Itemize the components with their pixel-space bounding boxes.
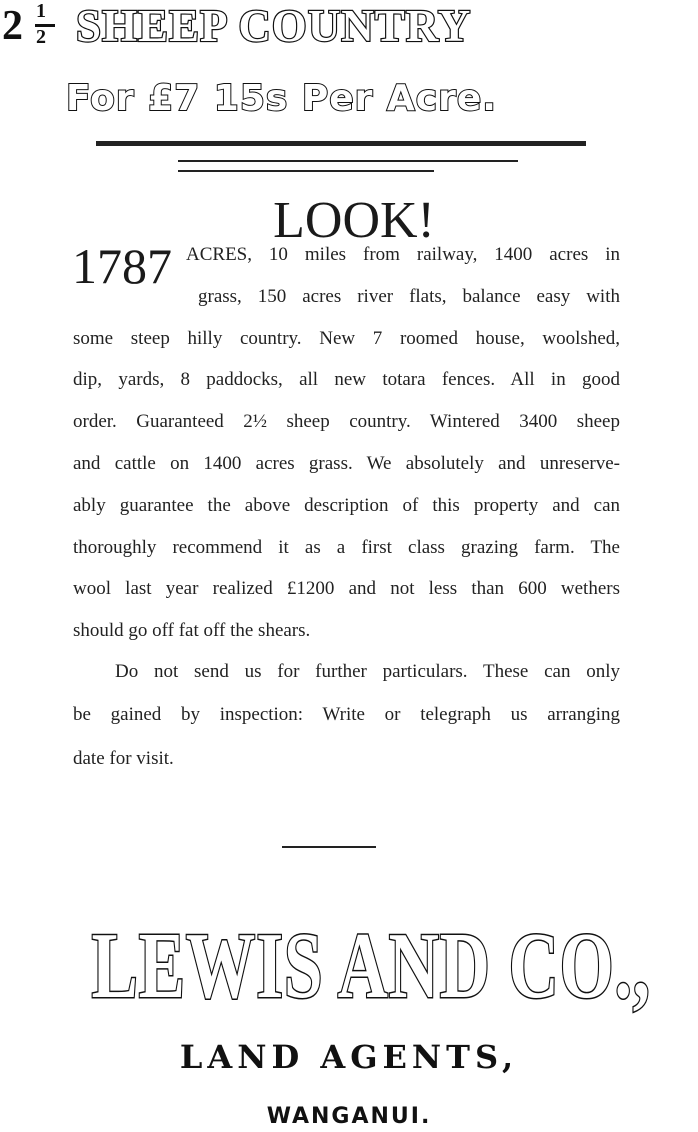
fraction-denominator: 2: [36, 26, 46, 48]
price-line: For £7 15s Per Acre.: [66, 78, 497, 119]
note-line: date for visit.: [73, 748, 174, 769]
fraction-numerator: 1: [36, 0, 46, 22]
body-line: thoroughly recommend it as a first class grazing farm. The: [73, 537, 620, 558]
body-line: and cattle on 1400 acres grass. We absolutely and unreserve-: [73, 453, 620, 474]
lead-number: 1787: [72, 238, 172, 294]
fraction-whole: 2: [2, 3, 23, 49]
body-line: should go off fat off the shears.: [73, 620, 311, 641]
firm-name: LEWIS AND CO.,: [91, 914, 651, 1018]
note-line: be gained by inspection: Write or telegraph us arranging: [73, 704, 620, 725]
headline-title: SHEEP COUNTRY: [76, 1, 472, 51]
rule-thin-upper: [178, 160, 518, 162]
body-line: wool last year realized £1200 and not less than 600 wethers: [73, 578, 620, 599]
firm-role: LAND AGENTS,: [179, 1038, 519, 1076]
body-line: order. Guaranteed 2½ sheep country. Wintered 3400 sheep: [73, 411, 620, 432]
headline-fraction: [2, 2, 68, 50]
body-line: ably guarantee the above description of this property and can: [73, 495, 620, 516]
rule-short: [282, 846, 376, 848]
note-line: Do not send us for further particulars. These can only: [115, 661, 620, 682]
body-line: ACRES, 10 miles from railway, 1400 acres in: [186, 244, 620, 265]
body-line: grass, 150 acres river flats, balance easy with: [198, 286, 620, 307]
body-line: dip, yards, 8 paddocks, all new totara fences. All in good: [73, 369, 620, 390]
firm-town: WANGANUI.: [266, 1104, 432, 1129]
body-line: some steep hilly country. New 7 roomed house, woolshed,: [73, 328, 620, 349]
headline: [0, 2, 698, 50]
rule-thin-lower: [178, 170, 434, 172]
rule-thick: [96, 141, 586, 146]
look-heading: LOOK!: [273, 192, 435, 249]
